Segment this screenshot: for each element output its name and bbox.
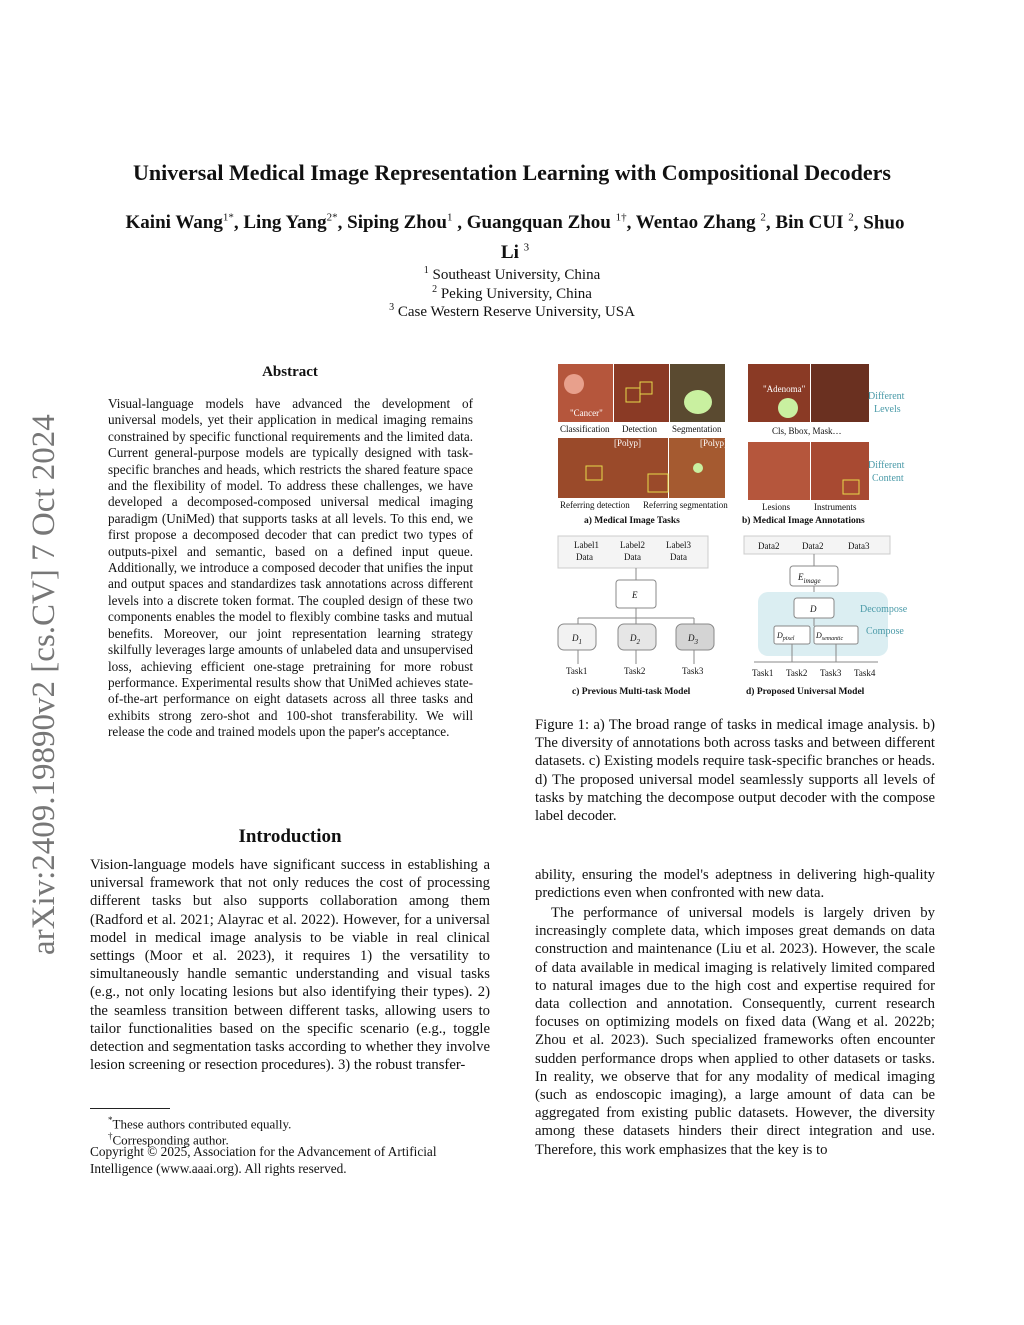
figure-caption: Figure 1: a) The broad range of tasks in medical image analysis. b) The diversity of annotations both across tasks and between different datasets. c) Existing models require task-specific branches or heads. d) The proposed universal model seamlessly supports all levels of tasks by matching the decompose output decoder with the compose label decoder. <box>535 717 935 825</box>
copyright-notice: Copyright © 2025, Association for the Advancement of Artificial Intelligence (www.aaai.org). All rights reserved. <box>90 1144 437 1176</box>
data-label: Data3 <box>848 541 870 551</box>
label-classification: Classification <box>560 424 610 434</box>
decoder-label: $D_2$ <box>630 633 640 646</box>
data-label: Data2 <box>758 541 780 551</box>
paper-title: Universal Medical Image Representation Learning with Compositional Decoders <box>133 160 891 185</box>
label-cls-bbox-mask: Cls, Bbox, Mask… <box>772 426 842 436</box>
task-label: Task1 <box>566 666 588 676</box>
decoder-label: D <box>810 604 817 614</box>
affiliation: $^3$ Case Western Reserve University, USA <box>389 302 635 320</box>
encoder-label: E <box>632 590 638 600</box>
author: Li $^3$ <box>500 241 530 263</box>
task-label: Task3 <box>820 668 842 678</box>
task-label: Task2 <box>624 666 646 676</box>
task-label: Task4 <box>854 668 876 678</box>
data-label: Label1 <box>574 540 599 550</box>
author: Kaini Wang$^{1*}$ <box>125 212 234 234</box>
abstract-heading: Abstract <box>262 364 318 380</box>
author: Wentao Zhang $^2$ <box>635 212 766 234</box>
panel-c-caption: c) Previous Multi-task Model <box>572 687 691 697</box>
label-levels: Levels <box>874 404 901 415</box>
label-detection: Detection <box>622 424 657 434</box>
tag-cancer: "Cancer" <box>570 408 603 418</box>
body-paragraph: ability, ensuring the model's adeptness in delivering high-quality predictions even when confronted with new data. <box>535 867 935 902</box>
author: Shuo <box>863 212 905 234</box>
body-paragraph: The performance of universal models is largely driven by increasingly complete data, which imposes great demands on data construction and maintenance (Liu et al. 2023). However, the scale of data available in medical imaging is relatively limited compared to natural images due to the high cost and expertise required for data collection and annotation. Consequently, current research focuses on optimizing models on fixed data (Wang et al. 2022b; Zhou et al. 2023). Such specialized frameworks often encounter sudden performance drops when applied to other datasets or tasks. In reality, we observe that for any modality of medical imaging (such as endoscopic imaging), a large amount of data can be aggregated from existing public datasets. However, the diversity among these datasets hinders their direct integration and use. Therefore, this work emphasizes that the key is to <box>535 905 935 1158</box>
affiliation: $^2$ Peking University, China <box>432 284 592 302</box>
task-label: Task1 <box>752 668 774 678</box>
footnote-rule <box>90 1108 170 1109</box>
data-label: Label3 <box>666 540 691 550</box>
tag-adenoma: "Adenoma" <box>763 384 806 394</box>
label-referring-segmentation: Referring segmentation <box>643 500 728 510</box>
panel-d-diagram <box>744 536 890 662</box>
figure-1 <box>548 362 928 702</box>
panel-b-caption: b) Medical Image Annotations <box>742 516 865 526</box>
author-list: Kaini Wang$^{1*}$, Ling Yang$^{2*}$, Siping Zhou$^1$ , Guangquan Zhou $^{1\dagger}$, Wentao Zhang $^2$, Bin CUI $^2$, Shuo Li $^3$ <box>125 212 905 263</box>
encoder-label: $E_{image}$ <box>798 572 821 585</box>
tag-polyp: [Polyp] <box>700 438 727 448</box>
data-label: Data <box>576 552 593 562</box>
data-label: Label2 <box>620 540 645 550</box>
arxiv-id-text: arXiv:2409.19890v2 [cs.CV] 7 Oct 2024 <box>26 414 62 955</box>
pixel-decoder-label: $D_{pixel}$ <box>777 631 795 642</box>
data-label: Data <box>670 552 687 562</box>
data-label: Data2 <box>802 541 824 551</box>
panel-d-caption: d) Proposed Universal Model <box>746 687 865 697</box>
semantic-decoder-label: $D_{semantic}$ <box>816 631 844 642</box>
label-compose: Compose <box>866 626 904 637</box>
label-different: Different <box>868 460 905 471</box>
label-decompose: Decompose <box>860 604 908 615</box>
label-lesions: Lesions <box>762 502 790 512</box>
label-content: Content <box>872 473 904 484</box>
author: Siping Zhou$^1$ <box>347 212 453 234</box>
abstract-text: Visual-language models have advanced the development of universal models, yet their application in medical imaging remains constrained by specific functional requirements and the limited data. Current general-purpose models are typically designed with task-specific branches and heads, which restricts the shared feature space and the flexibility of model. To address these challenges, we have developed a decomposed-composed universal medical imaging paradigm (UniMed) that supports tasks at all levels. To this end, we first propose a decomposed decoder that can predict two types of outputs-pixel and semantic, based on a defined input queue. Additionally, we introduce a composed decoder that unifies the input and output spaces and standardizes task annotations across different levels into a discrete token format. The coupled design of these two components enables the model to flexibly combine tasks and mutual benefits. Moreover, our joint representation learning strategy skilfully leverages large amounts of unlabeled data and unsupervised loss, achieving efficient one-stage pretraining for more robust performance. Experimental results show that UniMed achieves state-of-the-art performance on eight datasets across all three tasks and exhibits strong zero-shot and 100-shot transferability. We will release the code and trained models upon the paper's acceptance. <box>108 396 473 740</box>
label-different: Different <box>868 391 905 402</box>
introduction-paragraph: Vision-language models have significant success in establishing a universal framework that not only reduces the cost of processing different tasks but also supports collaboration among them (Radford et al. 2021; Alayrac et al. 2022). However, for a universal model in medical image analysis to be viable in real clinical settings (Moor et al. 2023), it requires 1) the versatility to simultaneously handle semantic understanding and visual tasks (e.g., not only locating lesions but also identifying their types). 2) the seamless transition between different tasks, allowing users to tailor functionalities based on the specific scenario (e.g., toggle detection and segmentation tasks according to whether they involve lesion screening or resection procedures). 3) the robust transfer- <box>90 857 490 1074</box>
decoder-label: $D_1$ <box>572 633 582 646</box>
affiliation: $^1$ Southeast University, China <box>423 265 601 283</box>
arxiv-identifier <box>14 360 64 960</box>
author: Bin CUI $^2$ <box>775 212 854 234</box>
panel-a-caption: a) Medical Image Tasks <box>584 516 680 526</box>
tag-polyp: [Polyp] <box>614 438 641 448</box>
label-instruments: Instruments <box>814 502 857 512</box>
decoder-label: $D_3$ <box>688 633 698 646</box>
task-label: Task2 <box>786 668 808 678</box>
author: Guangquan Zhou $^{1\dagger}$ <box>466 212 627 234</box>
label-segmentation: Segmentation <box>672 424 722 434</box>
data-label: Data <box>624 552 641 562</box>
introduction-heading: Introduction <box>238 826 342 847</box>
footnote: *These authors contributed equally. <box>108 1115 292 1132</box>
author: Ling Yang$^{2*}$ <box>243 212 338 234</box>
label-referring-detection: Referring detection <box>560 500 630 510</box>
task-label: Task3 <box>682 666 704 676</box>
footnote: †Corresponding author. <box>108 1131 229 1148</box>
